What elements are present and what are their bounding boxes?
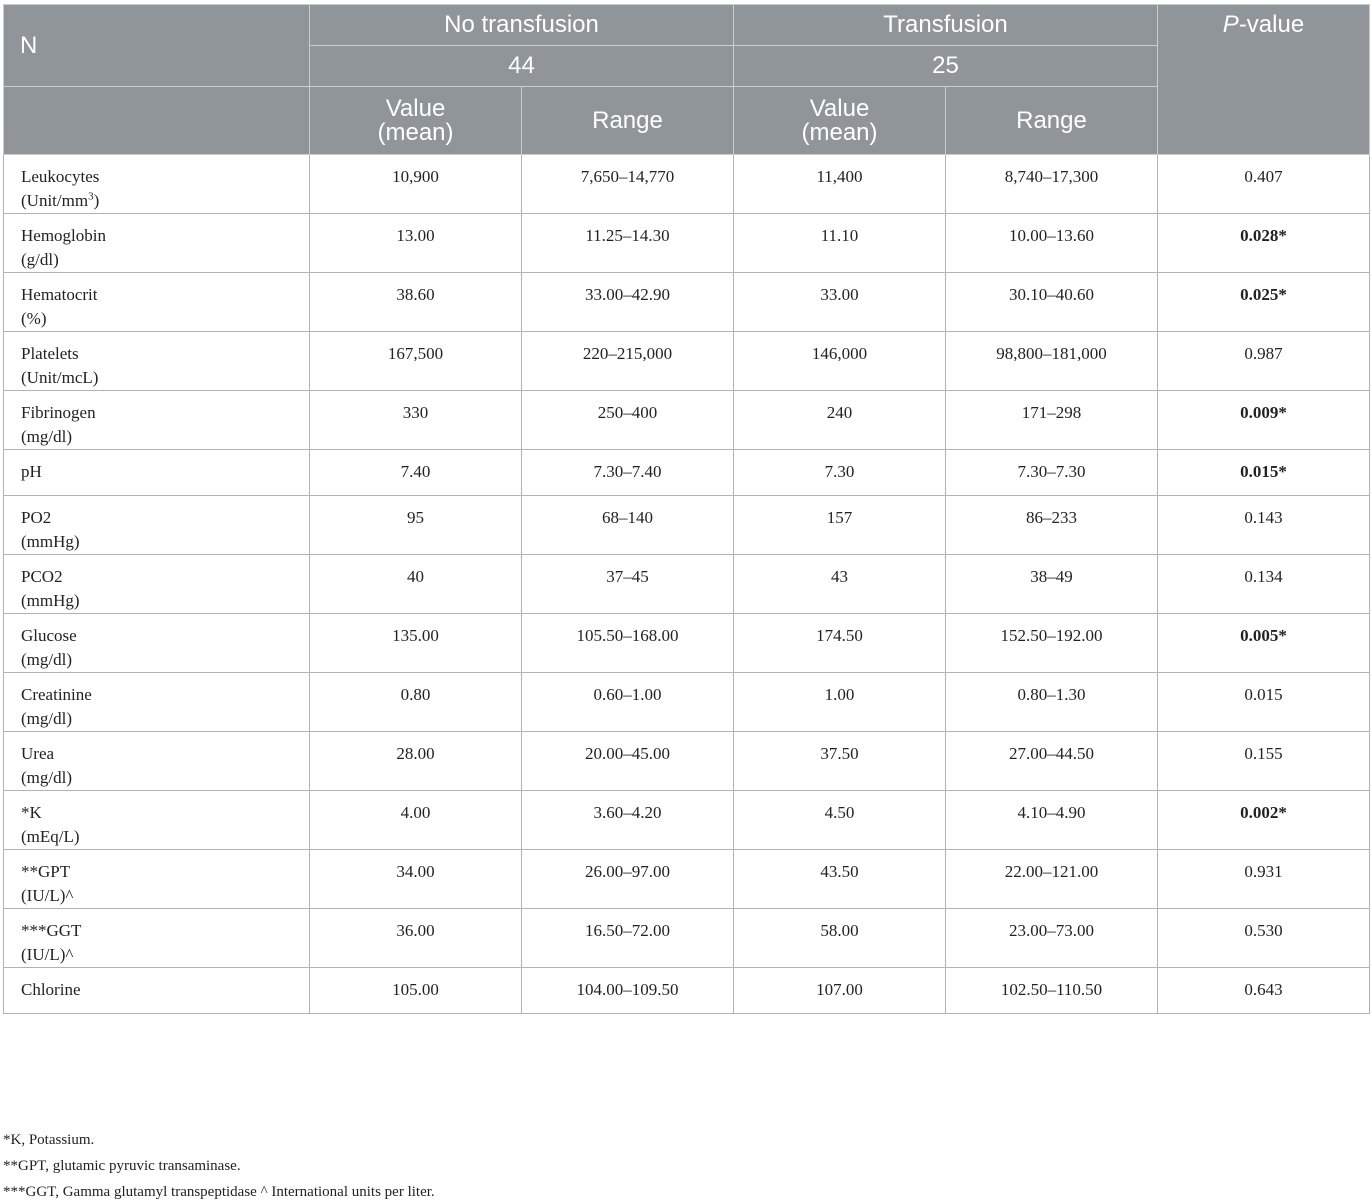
parameter-cell xyxy=(4,732,310,791)
parameter-cell xyxy=(4,273,310,332)
p-value-cell: 0.009* xyxy=(1158,391,1370,450)
blank-header-cell xyxy=(4,87,310,155)
range-no-transfusion-cell: 16.50–72.00 xyxy=(522,909,734,968)
value-no-transfusion-cell: 38.60 xyxy=(310,273,522,332)
range-no-transfusion-cell: 105.50–168.00 xyxy=(522,614,734,673)
value-transfusion-cell: 11.10 xyxy=(734,214,946,273)
range-no-transfusion-cell: 0.60–1.00 xyxy=(522,673,734,732)
parameter-name: Glucose xyxy=(21,626,77,645)
range-transfusion-cell: 4.10–4.90 xyxy=(946,791,1158,850)
range-transfusion-cell: 30.10–40.60 xyxy=(946,273,1158,332)
parameter-cell xyxy=(4,496,310,555)
table-row xyxy=(4,450,1370,496)
parameter-unit: (IU/L)^ xyxy=(21,886,74,905)
value-transfusion-cell: 1.00 xyxy=(734,673,946,732)
range-transfusion-cell: 7.30–7.30 xyxy=(946,450,1158,496)
parameter-name: PO2 xyxy=(21,508,52,527)
value-transfusion-cell: 58.00 xyxy=(734,909,946,968)
p-value-cell: 0.407 xyxy=(1158,155,1370,214)
parameter-name: Urea xyxy=(21,744,55,763)
range-transfusion-cell: 23.00–73.00 xyxy=(946,909,1158,968)
range-no-transfusion-cell: 68–140 xyxy=(522,496,734,555)
value-no-transfusion-cell: 135.00 xyxy=(310,614,522,673)
range-transfusion-cell: 38–49 xyxy=(946,555,1158,614)
footnote-k: *K, Potassium. xyxy=(3,1132,95,1148)
range-no-transfusion-cell: 220–215,000 xyxy=(522,332,734,391)
range-transfusion-cell: 102.50–110.50 xyxy=(946,968,1158,1014)
range-header: Range xyxy=(522,87,734,155)
value-no-transfusion-cell: 95 xyxy=(310,496,522,555)
parameter-name: Fibrinogen xyxy=(21,403,96,422)
parameter-name: PCO2 xyxy=(21,567,63,586)
p-value-cell: 0.015 xyxy=(1158,673,1370,732)
parameter-cell xyxy=(4,909,310,968)
parameter-cell xyxy=(4,155,310,214)
value-transfusion-cell: 146,000 xyxy=(734,332,946,391)
p-value-cell: 0.643 xyxy=(1158,968,1370,1014)
p-value-cell: 0.134 xyxy=(1158,555,1370,614)
p-value-cell: 0.143 xyxy=(1158,496,1370,555)
table-row xyxy=(4,214,1370,273)
parameter-unit: (mg/dl) xyxy=(21,768,72,787)
footnote-ggt: ***GGT, Gamma glutamyl transpeptidase ^ International units per liter. xyxy=(3,1184,435,1200)
parameter-unit: (g/dl) xyxy=(21,250,59,269)
parameter-name: Platelets xyxy=(21,344,79,363)
parameter-cell xyxy=(4,968,310,1014)
table-row xyxy=(4,850,1370,909)
table-row xyxy=(4,791,1370,850)
value-no-transfusion-cell: 4.00 xyxy=(310,791,522,850)
parameter-unit: (mmHg) xyxy=(21,591,80,610)
parameter-unit: (mEq/L) xyxy=(21,827,80,846)
value-no-transfusion-cell: 0.80 xyxy=(310,673,522,732)
range-transfusion-cell: 10.00–13.60 xyxy=(946,214,1158,273)
value-transfusion-cell: 43 xyxy=(734,555,946,614)
n-transfusion: 25 xyxy=(734,46,1158,87)
value-transfusion-cell: 174.50 xyxy=(734,614,946,673)
parameter-cell xyxy=(4,614,310,673)
table-body xyxy=(4,155,1370,1014)
parameter-name: Creatinine xyxy=(21,685,92,704)
parameter-unit: (%) xyxy=(21,309,47,328)
parameter-cell xyxy=(4,555,310,614)
value-no-transfusion-cell: 330 xyxy=(310,391,522,450)
range-transfusion-cell: 22.00–121.00 xyxy=(946,850,1158,909)
parameter-name: Chlorine xyxy=(21,980,81,999)
range-no-transfusion-cell: 26.00–97.00 xyxy=(522,850,734,909)
parameter-cell xyxy=(4,450,310,496)
table-row xyxy=(4,332,1370,391)
footnote-gpt: **GPT, glutamic pyruvic transaminase. xyxy=(3,1158,241,1174)
parameter-name: ***GGT xyxy=(21,921,82,940)
parameter-unit: (mmHg) xyxy=(21,532,80,551)
pvalue-header-rest: -value xyxy=(1238,11,1305,38)
value-mean-header: Value (mean) xyxy=(734,87,946,155)
range-no-transfusion-cell: 37–45 xyxy=(522,555,734,614)
value-no-transfusion-cell: 167,500 xyxy=(310,332,522,391)
parameter-cell xyxy=(4,332,310,391)
parameter-cell xyxy=(4,391,310,450)
range-no-transfusion-cell: 33.00–42.90 xyxy=(522,273,734,332)
table-row xyxy=(4,968,1370,1014)
p-value-cell: 0.005* xyxy=(1158,614,1370,673)
group-no-transfusion: No transfusion xyxy=(310,5,734,46)
parameter-name: Hemoglobin xyxy=(21,226,106,245)
value-transfusion-cell: 37.50 xyxy=(734,732,946,791)
lab-results-table xyxy=(3,4,1370,1014)
range-no-transfusion-cell: 250–400 xyxy=(522,391,734,450)
value-transfusion-cell: 11,400 xyxy=(734,155,946,214)
range-transfusion-cell: 171–298 xyxy=(946,391,1158,450)
range-no-transfusion-cell: 3.60–4.20 xyxy=(522,791,734,850)
range-no-transfusion-cell: 104.00–109.50 xyxy=(522,968,734,1014)
value-transfusion-cell: 7.30 xyxy=(734,450,946,496)
table-row xyxy=(4,155,1370,214)
pvalue-header xyxy=(1158,5,1370,155)
value-no-transfusion-cell: 7.40 xyxy=(310,450,522,496)
value-no-transfusion-cell: 34.00 xyxy=(310,850,522,909)
parameter-unit: (IU/L)^ xyxy=(21,945,74,964)
pvalue-header-p: P xyxy=(1222,11,1239,38)
table-row xyxy=(4,909,1370,968)
table-row xyxy=(4,555,1370,614)
value-no-transfusion-cell: 36.00 xyxy=(310,909,522,968)
parameter-name: *K xyxy=(21,803,42,822)
range-no-transfusion-cell: 20.00–45.00 xyxy=(522,732,734,791)
p-value-cell: 0.028* xyxy=(1158,214,1370,273)
results-table-container xyxy=(3,4,1369,1014)
p-value-cell: 0.155 xyxy=(1158,732,1370,791)
parameter-cell xyxy=(4,673,310,732)
value-no-transfusion-cell: 40 xyxy=(310,555,522,614)
range-no-transfusion-cell: 7,650–14,770 xyxy=(522,155,734,214)
range-transfusion-cell: 98,800–181,000 xyxy=(946,332,1158,391)
value-no-transfusion-cell: 13.00 xyxy=(310,214,522,273)
value-no-transfusion-cell: 28.00 xyxy=(310,732,522,791)
table-row xyxy=(4,732,1370,791)
value-transfusion-cell: 33.00 xyxy=(734,273,946,332)
group-transfusion: Transfusion xyxy=(734,5,1158,46)
parameter-name: Hematocrit xyxy=(21,285,98,304)
parameter-unit: (mg/dl) xyxy=(21,427,72,446)
table-row xyxy=(4,496,1370,555)
parameter-name: **GPT xyxy=(21,862,71,881)
table-row xyxy=(4,614,1370,673)
table-row xyxy=(4,391,1370,450)
value-transfusion-cell: 43.50 xyxy=(734,850,946,909)
p-value-cell: 0.530 xyxy=(1158,909,1370,968)
n-no-transfusion: 44 xyxy=(310,46,734,87)
table-row xyxy=(4,273,1370,332)
p-value-cell: 0.002* xyxy=(1158,791,1370,850)
p-value-cell: 0.015* xyxy=(1158,450,1370,496)
range-transfusion-cell: 27.00–44.50 xyxy=(946,732,1158,791)
value-no-transfusion-cell: 105.00 xyxy=(310,968,522,1014)
value-no-transfusion-cell: 10,900 xyxy=(310,155,522,214)
p-value-cell: 0.025* xyxy=(1158,273,1370,332)
table-row xyxy=(4,673,1370,732)
value-mean-header: Value (mean) xyxy=(310,87,522,155)
parameter-name: Leukocytes xyxy=(21,167,100,186)
table-header xyxy=(4,5,1370,155)
value-transfusion-cell: 157 xyxy=(734,496,946,555)
parameter-cell xyxy=(4,850,310,909)
range-transfusion-cell: 152.50–192.00 xyxy=(946,614,1158,673)
p-value-cell: 0.987 xyxy=(1158,332,1370,391)
range-transfusion-cell: 86–233 xyxy=(946,496,1158,555)
range-no-transfusion-cell: 7.30–7.40 xyxy=(522,450,734,496)
parameter-unit: $(Unit/mm^3)$ xyxy=(21,190,100,210)
parameter-cell xyxy=(4,214,310,273)
range-no-transfusion-cell: 11.25–14.30 xyxy=(522,214,734,273)
value-transfusion-cell: 4.50 xyxy=(734,791,946,850)
range-header: Range xyxy=(946,87,1158,155)
parameter-name: pH xyxy=(21,462,42,481)
n-label: N xyxy=(4,5,310,87)
range-transfusion-cell: 8,740–17,300 xyxy=(946,155,1158,214)
parameter-unit: (Unit/mcL) xyxy=(21,368,99,387)
p-value-cell: 0.931 xyxy=(1158,850,1370,909)
value-transfusion-cell: 240 xyxy=(734,391,946,450)
parameter-unit: (mg/dl) xyxy=(21,709,72,728)
range-transfusion-cell: 0.80–1.30 xyxy=(946,673,1158,732)
value-transfusion-cell: 107.00 xyxy=(734,968,946,1014)
parameter-unit: (mg/dl) xyxy=(21,650,72,669)
parameter-cell xyxy=(4,791,310,850)
